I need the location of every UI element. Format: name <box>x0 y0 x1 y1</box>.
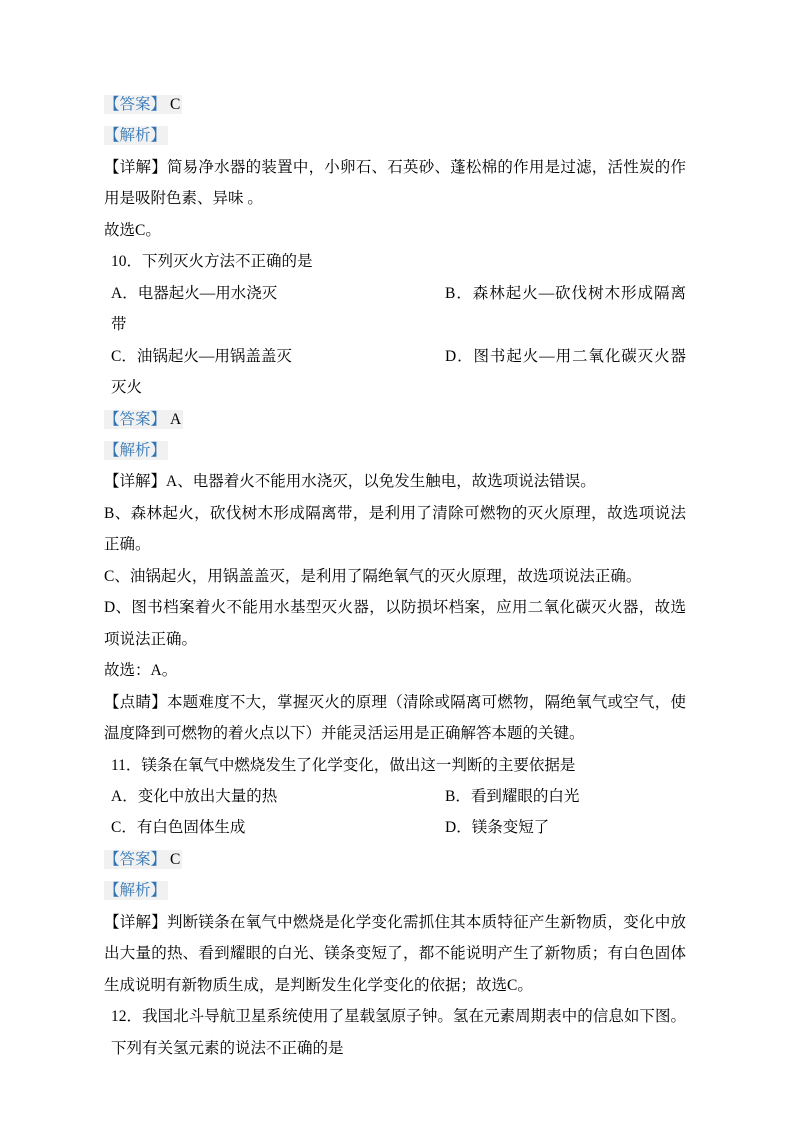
q10-option-d: D．图书起火—用二氧化碳灭火器灭火 <box>111 347 686 397</box>
q11-options-row-ab <box>104 781 686 812</box>
q11-answer-chip <box>104 850 182 869</box>
q10-analysis-line <box>104 435 686 466</box>
q11-answer-letter: C <box>170 850 181 868</box>
q11-options-row-cd <box>104 812 686 843</box>
q9-analysis-label: 【解析】 <box>104 127 167 145</box>
q10-analysis-label: 【解析】 <box>104 441 167 459</box>
q10-detail-a: 【详解】A、电器着火不能用水浇灭，以免发生触电，故选项说法错误。 <box>104 473 596 491</box>
q11-option-a: A．变化中放出大量的热 <box>111 787 278 805</box>
q9-conclusion: 故选C。 <box>104 221 161 239</box>
q11-answer-label: 【答案】 <box>104 850 167 868</box>
q10-detail-b: B、森林起火，砍伐树木形成隔离带，是利用了清除可燃物的灭火原理，故选项说法正确。 <box>104 504 686 554</box>
q10-conclusion: 故选：A。 <box>104 662 178 680</box>
q10-options-row-cd <box>104 341 686 404</box>
q11-analysis-line <box>104 875 686 906</box>
q10-option-a: A．电器起火—用水浇灭 <box>111 284 278 302</box>
q11-answer-line <box>104 844 686 875</box>
q12-stem: 12．我国北斗导航卫星系统使用了星载氢原子钟。氢在元素周期表中的信息如下图。下列有关氢元素的说法不正确的是 <box>111 1008 686 1057</box>
q9-answer-letter: C <box>170 96 181 113</box>
q10-tip-paragraph: 【点睛】本题难度不大，掌握灭火的原理（清除或隔离可燃物，隔绝氧气或空气，使温度降到可燃物的着火点以下）并能灵活运用是正确解答本题的关键。 <box>104 693 686 743</box>
q11-analysis-label: 【解析】 <box>104 882 167 900</box>
q11-stem: 11．镁条在氧气中燃烧发生了化学变化，做出这一判断的主要依据是 <box>111 756 576 774</box>
q11-option-d: D．镁条变短了 <box>445 819 550 837</box>
q9-answer-chip <box>104 95 182 114</box>
q9-detail-paragraph: 【详解】简易净水器的装置中，小卵石、石英砂、蓬松棉的作用是过滤，活性炭的作用是吸附色素、异味 。 <box>104 158 686 208</box>
q10-answer-letter: A <box>170 410 182 428</box>
q9-answer-label: 【答案】 <box>104 96 167 113</box>
q11-detail-paragraph: 【详解】判断镁条在氧气中燃烧是化学变化需抓住其本质特征产生新物质，变化中放出大量的热、看到耀眼的白光、镁条变短了，都不能说明产生了新物质；有白色固体生成说明有新物质生成，是判断发生化学变化的依据；故选C。 <box>104 913 686 994</box>
q10-answer-line <box>104 404 686 435</box>
q10-answer-label: 【答案】 <box>104 410 167 428</box>
q10-detail-d: D、图书档案着火不能用水基型灭火器，以防损坏档案，应用二氧化碳灭火器，故选项说法正确。 <box>104 599 686 648</box>
q11-option-c: C．有白色固体生成 <box>111 819 246 837</box>
q11-option-b: B．看到耀眼的白光 <box>445 787 580 805</box>
q9-analysis-line <box>104 120 686 151</box>
q10-answer-chip <box>104 410 183 429</box>
q10-detail-c: C、油锅起火，用锅盖盖灭，是利用了隔绝氧气的灭火原理，故选项说法正确。 <box>104 567 642 585</box>
q9-answer-line <box>104 89 686 120</box>
q10-stem: 10．下列灭火方法不正确的是 <box>111 253 313 271</box>
q10-option-b: B．森林起火—砍伐树木形成隔离带 <box>111 284 686 334</box>
q10-options-row-ab <box>104 278 686 341</box>
q10-option-c: C．油锅起火—用锅盖盖灭 <box>111 347 292 365</box>
